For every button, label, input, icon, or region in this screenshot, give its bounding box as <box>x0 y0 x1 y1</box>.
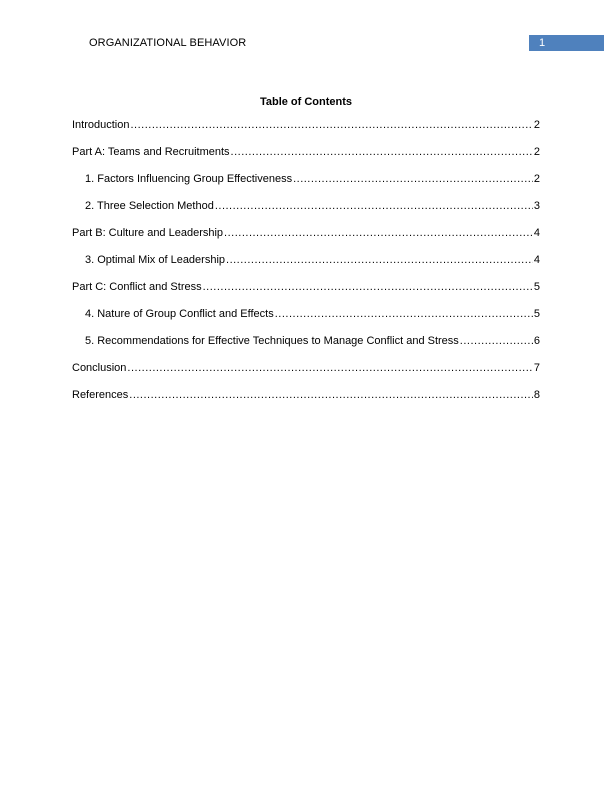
dot-leader <box>460 334 533 348</box>
toc-entry-section-2[interactable] <box>72 199 540 226</box>
toc-entry-label: Conclusion <box>72 362 127 374</box>
toc-entry-section-4[interactable] <box>72 307 540 334</box>
toc-entry-label: 1. Factors Influencing Group Effectiveness <box>85 173 293 185</box>
dot-leader <box>275 307 533 321</box>
toc-entry-label: 5. Recommendations for Effective Techniques to Manage Conflict and Stress <box>85 335 459 347</box>
dot-leader <box>231 145 533 159</box>
toc-entry-page: 4 <box>533 227 540 239</box>
toc-entry-label: 4. Nature of Group Conflict and Effects <box>85 308 274 320</box>
dot-leader <box>224 226 533 240</box>
toc-entry-page: 2 <box>533 119 540 131</box>
toc-entry-references[interactable] <box>72 388 540 415</box>
toc-entry-label: 3. Optimal Mix of Leadership <box>85 254 226 266</box>
toc-entry-label: Part A: Teams and Recruitments <box>72 146 230 158</box>
dot-leader <box>226 253 533 267</box>
dot-leader <box>130 118 532 132</box>
toc-entry-page: 8 <box>533 389 540 401</box>
toc-entry-page: 5 <box>533 308 540 320</box>
toc-entry-label: Part C: Conflict and Stress <box>72 281 202 293</box>
dot-leader <box>203 280 533 294</box>
toc-entry-label: Introduction <box>72 119 130 131</box>
table-of-contents <box>72 118 540 415</box>
toc-entry-conclusion[interactable] <box>72 361 540 388</box>
dot-leader <box>215 199 533 213</box>
toc-entry-section-1[interactable] <box>72 172 540 199</box>
dot-leader <box>127 361 532 375</box>
toc-entry-part-b[interactable] <box>72 226 540 253</box>
toc-entry-label: 2. Three Selection Method <box>85 200 214 212</box>
toc-entry-page: 2 <box>533 173 540 185</box>
toc-heading: Table of Contents <box>259 96 353 108</box>
page-number: 1 <box>539 37 546 49</box>
toc-entry-page: 6 <box>533 335 540 347</box>
toc-entry-label: Part B: Culture and Leadership <box>72 227 224 239</box>
toc-entry-page: 7 <box>533 362 540 374</box>
toc-entry-introduction[interactable] <box>72 118 540 145</box>
dot-leader <box>293 172 533 186</box>
page-number-badge <box>529 35 604 51</box>
toc-entry-label: References <box>72 389 129 401</box>
toc-entry-page: 4 <box>533 254 540 266</box>
toc-entry-section-3[interactable] <box>72 253 540 280</box>
toc-entry-section-5[interactable] <box>72 334 540 361</box>
toc-entry-part-c[interactable] <box>72 280 540 307</box>
toc-entry-page: 5 <box>533 281 540 293</box>
toc-entry-part-a[interactable] <box>72 145 540 172</box>
toc-entry-page: 3 <box>533 200 540 212</box>
running-header-title: ORGANIZATIONAL BEHAVIOR <box>89 37 247 49</box>
dot-leader <box>129 388 533 402</box>
toc-entry-page: 2 <box>533 146 540 158</box>
